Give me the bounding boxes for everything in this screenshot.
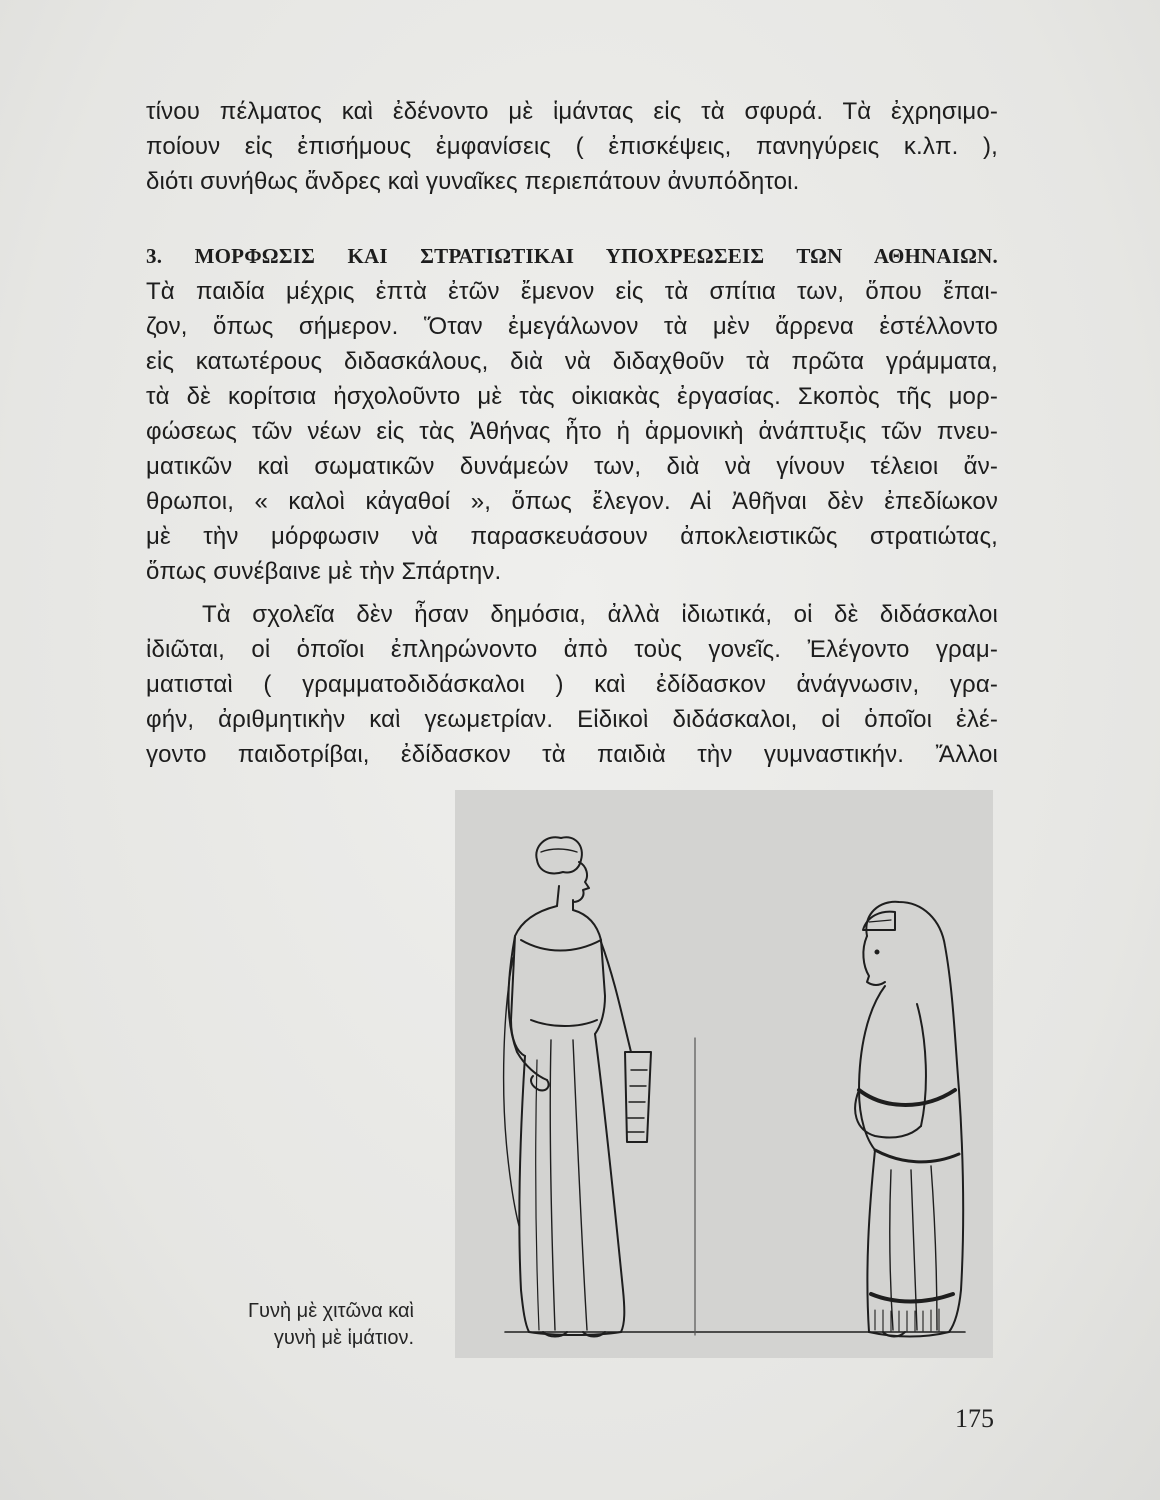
text-line: φήν, ἀριθμητικὴν καὶ γεωμετρίαν. Εἰδικοὶ διδάσκαλοι, οἱ ὁποῖοι ἐλέ- — [146, 706, 998, 733]
section-heading: 3. ΜΟΡΦΩΣΙΣ ΚΑΙ ΣΤΡΑΤΙΩΤΙΚΑΙ ΥΠΟΧΡΕΩΣΕΙΣ ΤΩΝ ΑΘΗΝΑΙΩΝ. — [146, 244, 998, 268]
text-line: ματισταὶ ( γραμματοδιδάσκαλοι ) καὶ ἐδίδασκον ἀνάγνωσιν, γρα- — [146, 671, 998, 698]
text-line: ὅπως συνέβαινε μὲ τὴν Σπάρτην. — [146, 558, 502, 585]
caption-line: γυνὴ μὲ ἱμάτιον. — [273, 1327, 414, 1349]
woman-with-chiton-figure — [504, 837, 651, 1336]
text-line: Τὰ σχολεῖα δὲν ἦσαν δημόσια, ἀλλὰ ἰδιωτικά, οἱ δὲ διδάσκαλοι — [202, 601, 998, 628]
caption-line: Γυνὴ μὲ χιτῶνα καὶ — [248, 1300, 414, 1322]
text-line: διότι συνήθως ἄνδρες καὶ γυναῖκες περιεπάτουν ἀνυπόδητοι. — [146, 168, 800, 195]
paragraph-3 — [146, 597, 998, 772]
text-line: ἰδιῶται, οἱ ὁποῖοι ἐπληρώνοντο ἀπὸ τοὺς γονεῖς. Ἐλέγοντο γραμ- — [146, 636, 998, 663]
text-line: ζον, ὅπως σήμερον. Ὅταν ἐμεγάλωνον τὰ μὲν ἄρρενα ἐστέλλοντο — [146, 313, 998, 340]
paragraph-1 — [146, 94, 998, 199]
text-line: φώσεως τῶν νέων εἰς τὰς Ἀθήνας ἦτο ἡ ἁρμονικὴ ἀνάπτυξις τῶν πνευ- — [146, 418, 998, 445]
text-line: Τὰ παιδία μέχρις ἑπτὰ ἐτῶν ἔμενον εἰς τὰ σπίτια των, ὅπου ἔπαι- — [146, 278, 998, 305]
text-line: ποίουν εἰς ἐπισήμους ἐμφανίσεις ( ἐπισκέψεις, πανηγύρεις κ.λπ. ), — [146, 133, 998, 160]
illustration-two-women — [455, 790, 993, 1358]
text-line: μὲ τὴν μόρφωσιν νὰ παρασκευάσουν ἀποκλειστικῶς στρατιώτας, — [146, 523, 998, 550]
main-text — [146, 94, 998, 772]
text-line: τὰ δὲ κορίτσια ἠσχολοῦντο μὲ τὰς οἰκιακὰς ἐργασίας. Σκοπὸς τῆς μορ- — [146, 383, 998, 410]
page-number: 175 — [955, 1404, 994, 1433]
paragraph-2 — [146, 274, 998, 589]
figure-caption — [186, 1298, 414, 1352]
line-drawing — [455, 790, 993, 1358]
text-line: τίνου πέλματος καὶ ἐδένοντο μὲ ἱμάντας εἰς τὰ σφυρά. Τὰ ἐχρησιμο- — [146, 98, 998, 125]
text-line: εἰς κατωτέρους διδασκάλους, διὰ νὰ διδαχθοῦν τὰ πρῶτα γράμματα, — [146, 348, 998, 375]
woman-with-himation-figure — [855, 902, 963, 1337]
text-line: ματικῶν καὶ σωματικῶν δυνάμεών των, διὰ νὰ γίνουν τέλειοι ἄν- — [146, 453, 998, 480]
text-line: θρωποι, « καλοὶ κἀγαθοί », ὅπως ἔλεγον. Αἱ Ἀθῆναι δὲν ἐπεδίωκον — [146, 488, 998, 515]
text-line: γοντο παιδοτρίβαι, ἐδίδασκον τὰ παιδιὰ τὴν γυμναστικήν. Ἄλλοι — [146, 741, 998, 768]
